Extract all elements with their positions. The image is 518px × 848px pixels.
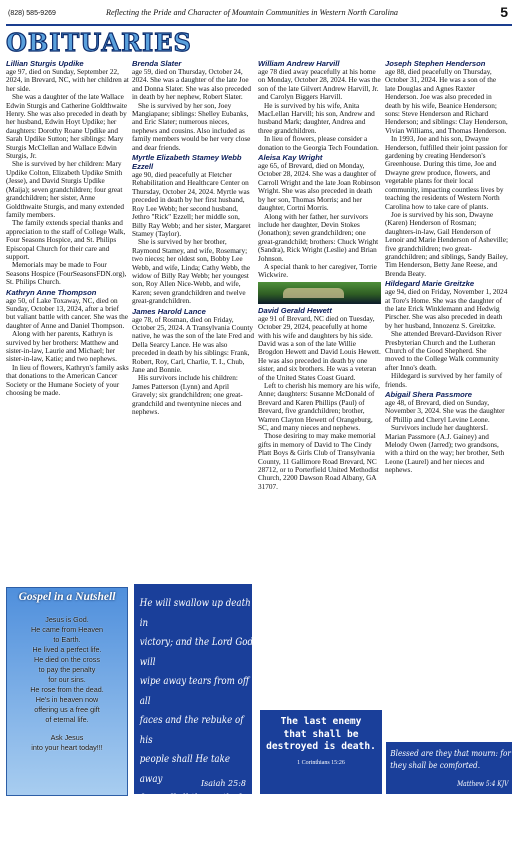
obituary-paragraph: Along with her father, her survivors include her daughter, Devin Stokes (Jonathon); seven grandchildren; one great-grandchild; brothers: Chuck Wright (Sandra), Rick Wright (Leslie) and Brian Johnson. [258, 212, 379, 263]
obituary-paragraph: She attended Brevard-Davidson River Presbyterian Church and the Lutheran Church of the Good Shepherd. She moved to the College Walk community after Inno's death. [385, 330, 502, 372]
obituary-paragraph: He is survived by his wife, Anita MacLellan Harvill; his son, Andrew and husband Mark; daughter, Andrea and three grandchildren. [258, 101, 375, 135]
verse-text [134, 584, 259, 848]
text-line: offering us a free gift [34, 705, 100, 714]
gospel-ask [7, 733, 127, 753]
obituary-paragraph: age 59, died on Thursday, October 24, 2024. She was a daughter of the late Joe and Donna Slater. She was also preceded in death by her nephew, Robert Slater. [132, 68, 251, 102]
obituary-paragraph: age 48, of Brevard, died on Sunday, November 3, 2024. She was the daughter of Phillip and Cheryl Levine Leone. [385, 399, 505, 424]
obituary-paragraph: In lieu of flowers, Kathryn's family asks that donations to the American Cancer Society or the Humane Society of your choosing be made. [6, 363, 129, 398]
text-line: The last enemy [280, 716, 362, 727]
verse-box-isaiah [134, 584, 254, 843]
section-title: OBITUARIES [6, 28, 192, 57]
obituary-paragraph: Hildegard is survived by her family of friends. [385, 372, 503, 389]
text-line: Jesus is God. [45, 615, 89, 624]
column-1 [6, 58, 129, 397]
obituary-paragraph: Those desiring to may make memorial gifts in memory of David to The Cindy Platt Boys & Girls Club of Transylvania County, 11 Gallimore Road Brevard, NC 28712, or to Porterfield United Methodist Church, 2200 Dawson Road Albany, GA 31707. [258, 432, 379, 491]
text-line: Ask Jesus [50, 733, 84, 742]
obituary-name: Joseph Stephen Henderson [385, 59, 486, 68]
text-line: faces and the rebuke of his [139, 714, 244, 746]
text-line: to Earth. [53, 635, 81, 644]
obituary-paragraph: Survivors include her daughtersL Marian Passmore (A.J. Gainey) and Melody Owen (Jarred); two grandsons, with a third on the way; her brother, Seth Leone (Laurel) and her nieces and nephews. [385, 424, 505, 475]
page-number: 5 [500, 4, 508, 20]
obituary-paragraph: Memorials may be made to Four Seasons Hospice (FourSeasonsFDN.org), St. Philips Church. [6, 261, 127, 287]
obituary-paragraph: age 94, died on Friday, November 1, 2024 at Tore's Home. She was the daughter of the late Erick Winklemann and Hedwig Pirscher. She was also preceded in death by her husband, Innozenz S. Greitzke. [385, 288, 508, 330]
obituary-name: Aleisa Kay Wright [258, 153, 323, 163]
verse-text [260, 710, 382, 754]
text-line: into your heart today!!! [31, 743, 103, 752]
obituary-name: Lillian Sturgis Updike [6, 59, 84, 68]
obituary-paragraph: She is survived by her children: Mary Updike Colton, Elizabeth Updike Smith (Jesse), and David Sturgis Updike (Maija); seven grandchildren; four great grandchildren; her sister, Anne Goldthwaite Sturgis, and many extended family members. [6, 160, 125, 219]
page-header [0, 0, 518, 26]
obituary-name: Abigail Shera Passmore [385, 390, 472, 400]
column-4 [385, 58, 508, 475]
obituary-paragraph: age 78 died away peacefully at his home on Monday, October 28, 2024. He was the son of the late Gilvert Andrew Harvill, Jr. and Carolyn Biggers Harvill. [258, 68, 381, 102]
obituary-paragraph: age 97, died on Sunday, September 22, 2024, in Brevard, NC, with her children at her side. [6, 68, 129, 93]
obituary-paragraph: The family extends special thanks and appreciation to the staff of College Walk, Four Seasons Hospice, and St. Philips Episcopal Church for their care and support. [6, 219, 126, 261]
text-line: to pay the penalty [38, 665, 96, 674]
text-line: for our sins. [48, 675, 86, 684]
obituary-paragraph: She was a daughter of the late Wallace Edwin Sturgis and Catherine Goldthwaite Henry. She was also preceded in death by her husband, Edwin Hoyt Updike; her daughters: Dorothy Roane Updike and Sarah Updike Sutton; her siblings: Mary Sturgis McClellan and Wallace Edwin Sturgis, Jr. [6, 93, 128, 161]
verse-box-corinthians [260, 710, 382, 794]
text-line: people shall He take away [139, 753, 231, 785]
gospel-title: Gospel in a Nutshell [18, 591, 116, 603]
obituary-name: Kathryn Anne Thompson [6, 287, 97, 297]
text-line: they shall be comforted. [390, 761, 481, 771]
verse-reference: Matthew 5:4 KJV [456, 780, 508, 788]
text-line: He will swallow up death in [139, 597, 251, 629]
text-line: wipe away tears from off all [139, 675, 250, 707]
text-line: of eternal life. [45, 715, 89, 724]
text-line: He's in heaven now [35, 695, 99, 704]
verse-text [386, 742, 518, 772]
text-line: He died on the cross [34, 655, 100, 664]
verse-box-matthew [386, 742, 512, 794]
obituary-paragraph: age 65, of Brevard, died on Monday, October 28, 2024. She was a daughter of Carroll Wright and the late Joan Robinson Wright. She was also preceded in death by her son, Thomas Morris; and her daughter, Cortni Morris. [258, 162, 381, 213]
obituary-paragraph: A special thank to her caregiver, Torrie Wickwire. [258, 262, 377, 280]
header-rule [6, 24, 512, 26]
text-line: victory; and the Lord God will [139, 636, 254, 668]
obituary-paragraph: His survivors include his children: James Patterson (Lynn) and April Gravely; six grandchildren; one great-grandchild and twentynine nieces and nephews. [132, 374, 243, 417]
obituary-paragraph: age 91 of Brevard, NC died on Tuesday, October 29, 2024, peacefully at home with his wife and daughters by his side. David was a son of the late Willie Brogdon Hewett and David Louis Hewett. He was also preceded in death by one sister, and six brothers. He was a veteran of the United States Coast Guard. [258, 314, 381, 382]
text-line: Lord hath spoken it. [139, 831, 229, 843]
obituary-paragraph: In lieu of flowers, please consider a donation to the Georgia Tech Foundation. [258, 135, 379, 152]
obituary-name: Brenda Slater [132, 59, 182, 68]
text-line: destroyed is death. [266, 741, 376, 752]
obituary-name: Myrtle Elizabeth Stamey Webb Ezzell [132, 153, 242, 172]
obituary-paragraph: age 90, died peacefully at Fletcher Rehabilitation and Healthcare Center on Thursday, October 24, 2024. Myrtle was preceded in death by her first husband, Roy Lee Webb; her second husband, Jethro "Rick" Ezzell; her middle son, Billy Ray Webb; and her sister, Margaret Stamey (Taylor). [132, 171, 251, 238]
obituary-name: William Andrew Harvill [258, 59, 340, 68]
gospel-lines [7, 615, 127, 753]
obituary-paragraph: She is survived by her son, Joey Mangiapane; siblings: Shelley Eubanks, and Eric Slater; numerous nieces, nephews and cousins. Also included as family members would be her very close and dear friends. [132, 101, 251, 152]
obituary-paragraph: In 1993, Joe and his son, Dwayne Henderson, fulfilled their joint passion for gardening by creating Henderson's Greenhouse. During this time, Joe and Dwayne grew produce, flowers, and vegetable plants for their local community, impacting countless lives by teaching the residents of Western North Carolina how to take care of plants. [385, 135, 508, 211]
header-phone: (828) 585-9269 [8, 10, 56, 17]
obituary-paragraph: age 78, of Rosman, died on Friday, October 25, 2024. A Transylvania County native, he was the son of the late Fred and Della Searcy Lance. He was also preceded in death by his siblings: Frank, Robert, Roy, Carl, Charlie, T. I., Chub, Jane and Bonnie. [132, 315, 255, 374]
gospel-box [6, 587, 128, 796]
obituary-paragraph: Left to cherish his memory are his wife, Anne; daughters: Susanne McDonald of Brevard and Karen Phillips (Paul) of Brevard, five grandchildren; brother, Warren Clayton Hewett of Orangeburg, SC, and many nieces and nephews. [258, 382, 380, 433]
obituary-paragraph: She is survived by her brother, Raymond Stamey, and wife, Rosemary; two nieces; her oldest son, Bobby Lee Webb, and wife, Linda; Cathy Webb, the widow of Billy Ray Webb; her youngest son, Roy Allen Nice-Webb, and wife, Karen; seven grandchildren and twelve great-grandchildren. [132, 238, 251, 306]
header-tagline: Reflecting the Pride and Character of Mountain Communities in Western North Carolina [105, 8, 399, 17]
verse-reference: Isaiah 25:8 [200, 779, 246, 788]
obituary-name: David Gerald Hewett [258, 305, 332, 315]
obituary-paragraph: Along with her parents, Kathryn is survived by her brothers: Matthew and sister-in-law, Laurie and Michael; her sister-in-law, Katie; and two nephews. [6, 330, 119, 364]
text-line: from off all the earth: for the [139, 792, 250, 824]
column-2 [132, 58, 255, 416]
obituary-name: Hildegard Marie Greitzke [385, 279, 475, 289]
text-line: that shall be [283, 728, 359, 740]
text-line: He lived a perfect life. [32, 645, 102, 654]
obituary-paragraph: age 50, of Lake Toxaway, NC, died on Sunday, October 13, 2024, after a brief but valiant battle with cancer. She was the daughter of Anne and Daniel Thompson. [6, 296, 129, 330]
text-line: He came from Heaven [31, 625, 103, 634]
obituary-photo [258, 282, 381, 304]
column-3 [258, 58, 381, 491]
obituary-paragraph: age 88, died peacefully on Thursday, October 31, 2024. He was a son of the late Douglas and Agnes Raxter Henderson. Joe was also preceded in death by his wife, Beanice Henderson; sons: Steve Henderson and Richard Henderson; and siblings: Clay Henderson, Vivian Williams, and Thomas Henderson. [385, 68, 508, 135]
obituary-paragraph: Joe is survived by his son, Dwayne (Karen) Henderson of Rosman; daughters-in-law, Gail Henderson of Lenoir and Marie Henderson of Asheville; five grandchildren; two great-grandchildren; and siblings, Sandy Bailey, Tim Henderson, Betty Jane Reese, and Brenda Beaty. [385, 210, 509, 278]
text-line: Blessed are they that mourn: for [390, 749, 511, 759]
text-line: He rose from the dead. [30, 685, 104, 694]
verse-reference: 1 Corinthians 15:26 [297, 759, 345, 766]
obituary-name: James Harold Lance [132, 306, 206, 316]
